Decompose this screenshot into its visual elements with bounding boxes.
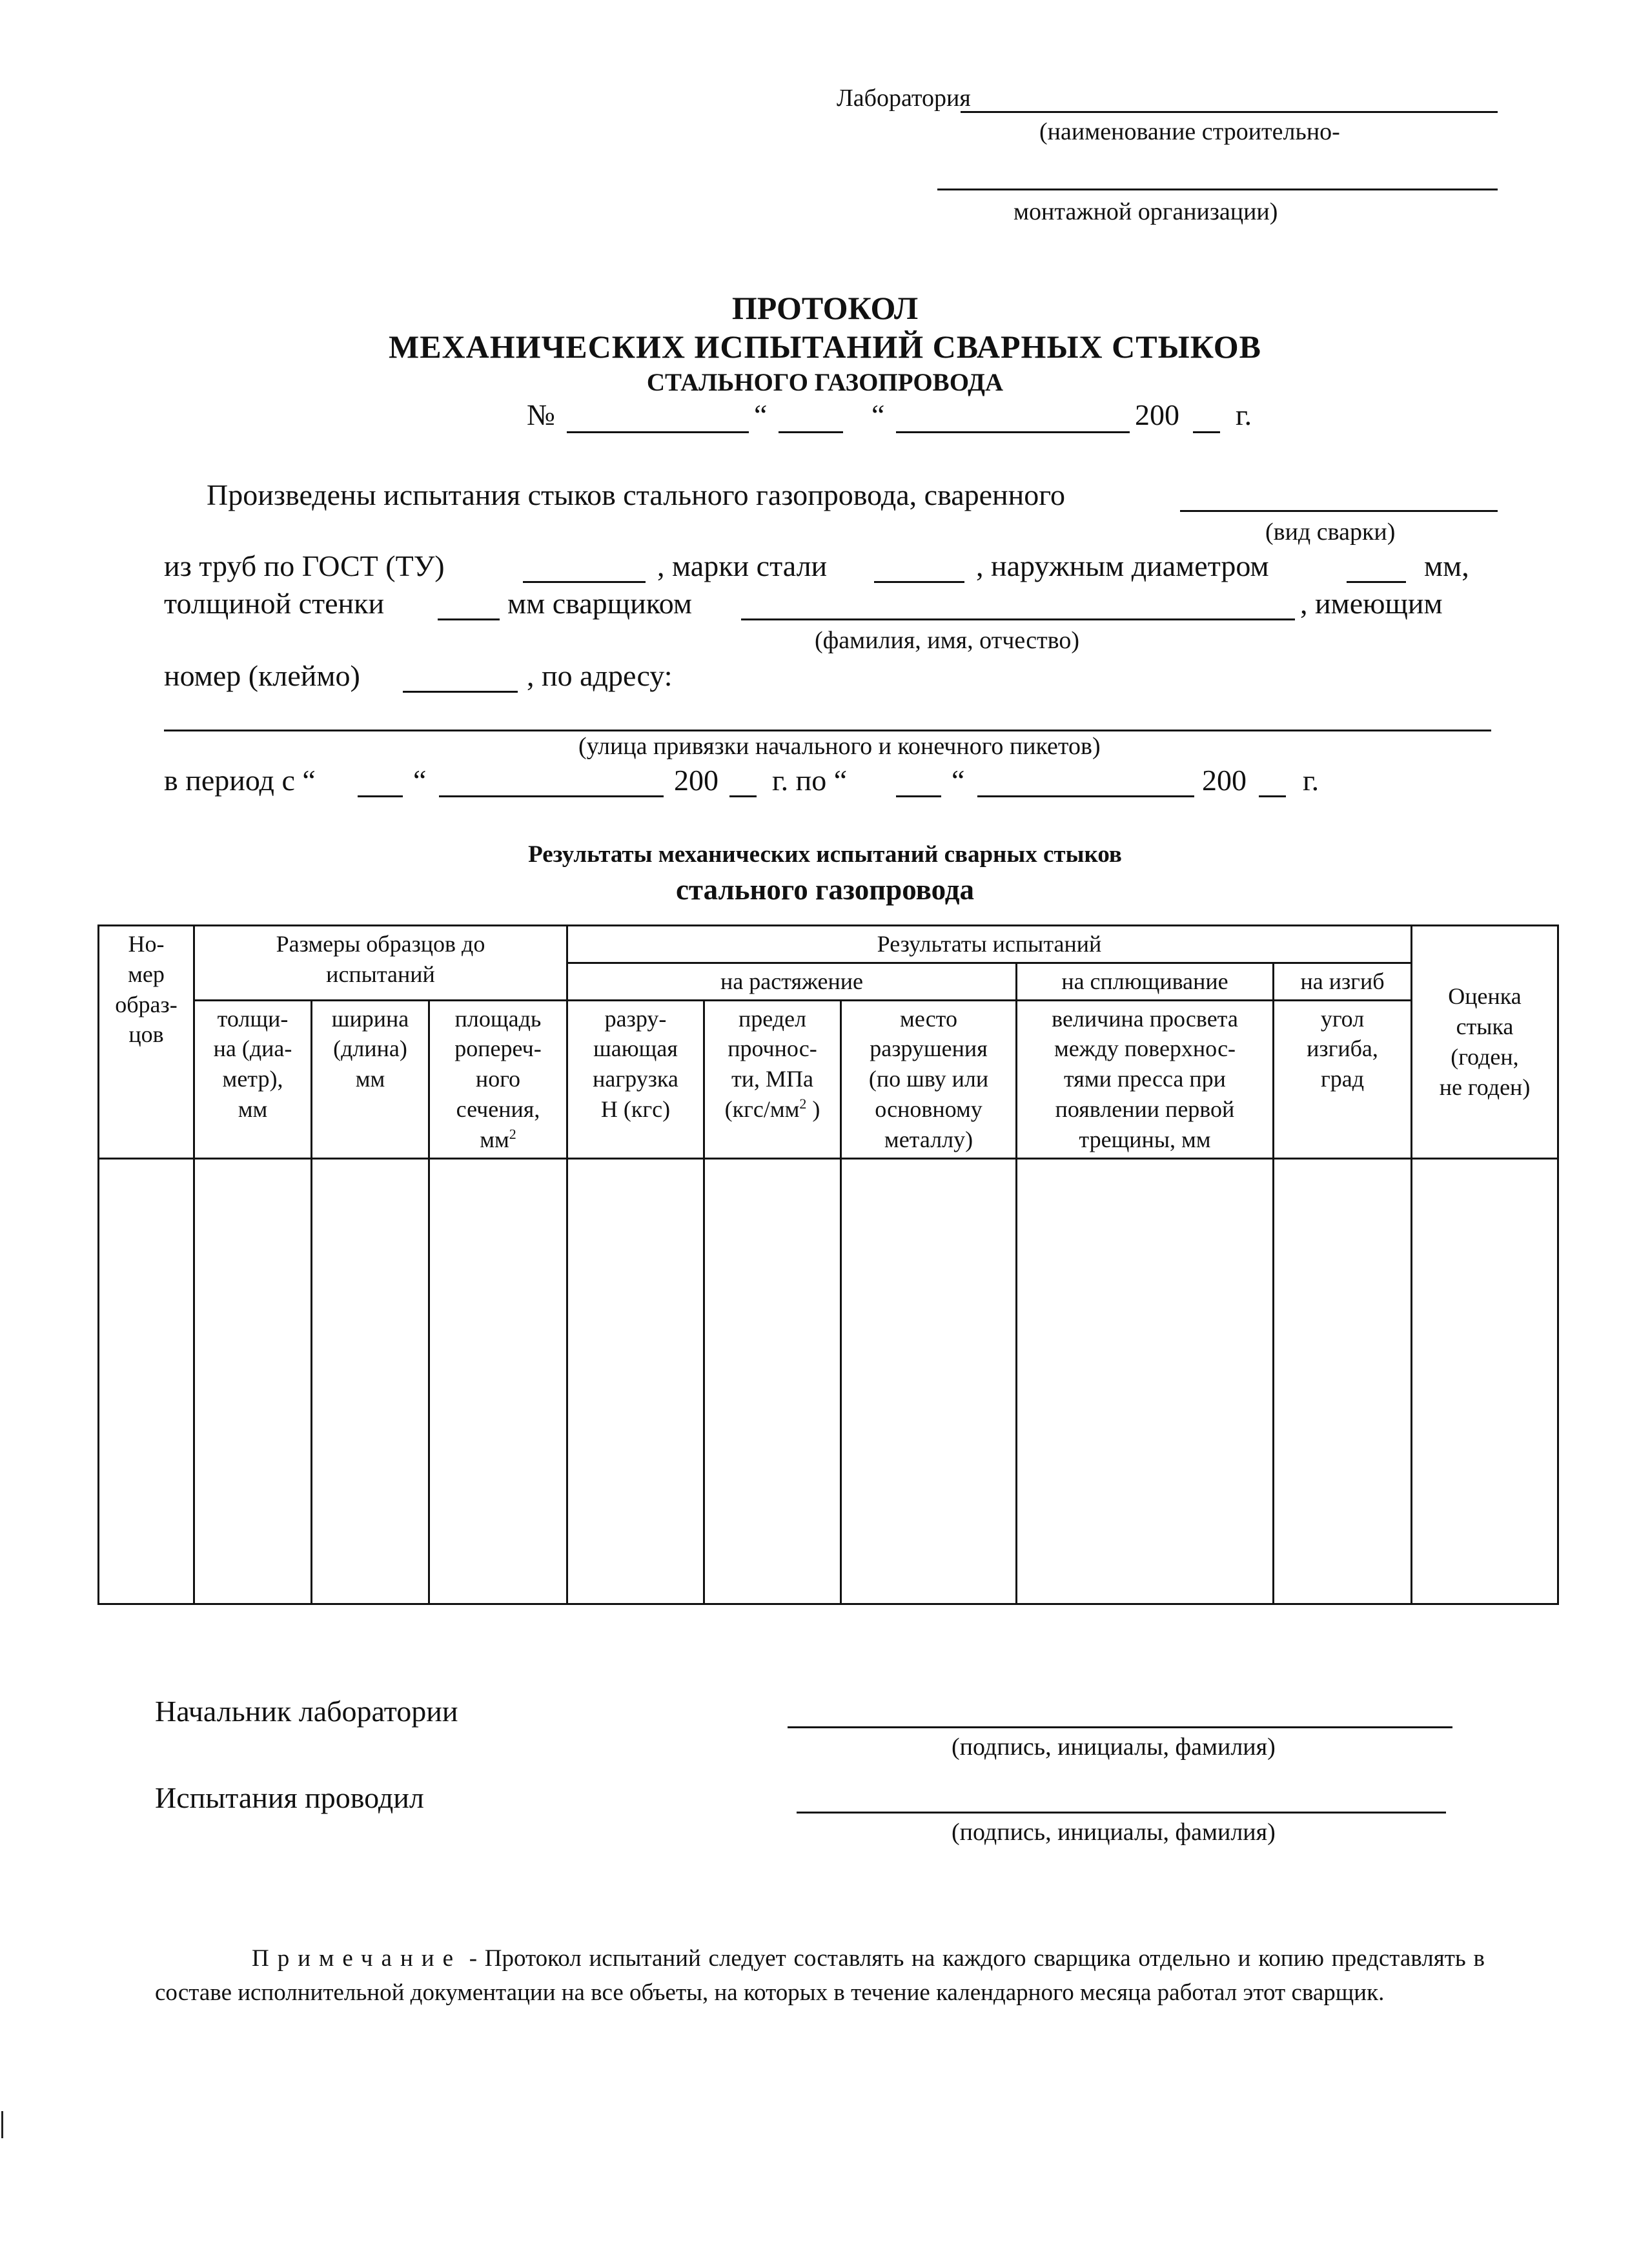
header-strength-text: предел прочнос- ти, МПа (кгс/мм [724,1005,817,1122]
tester-label: Испытания проводил [155,1781,424,1814]
note [155,1942,1485,2010]
header-group-results: Результаты испытаний [567,926,1412,963]
header-load: разру- шающая нагрузка Н (кгс) [567,1000,704,1158]
header-location: место разрушения (по шву или основному металлу) [841,1000,1017,1158]
cell-location[interactable] [841,1158,1017,1604]
steel-grade-field[interactable] [874,581,964,583]
gost-label: из труб по ГОСТ (ТУ) [164,549,445,582]
cell-width[interactable] [312,1158,429,1604]
period-to-year-prefix: 200 [1202,764,1247,797]
title-protocol: ПРОТОКОЛ [731,290,919,326]
period-from-day-field[interactable] [358,795,403,797]
period-from-label: в период с “ [164,764,316,797]
cell-gap[interactable] [1017,1158,1274,1604]
period-from-quote: “ [413,764,427,797]
header-tension: на растяжение [567,963,1017,1000]
period-from-year-field[interactable] [729,795,757,797]
welder-name-field[interactable] [741,618,1295,620]
header-strength [704,1000,841,1158]
diameter-label: , наружным диаметром [976,549,1269,582]
protocol-day-field[interactable] [779,431,843,433]
address-label: , по адресу: [527,659,673,692]
cell-load[interactable] [567,1158,704,1604]
wall-thickness-label: толщиной стенки [164,587,385,620]
lab-label: Лаборатория [837,85,971,112]
chief-signature-field[interactable] [788,1726,1452,1728]
table-row [99,1158,1558,1604]
cell-strength[interactable] [704,1158,841,1604]
gost-field[interactable] [523,581,646,583]
title-main: МЕХАНИЧЕСКИХ ИСПЫТАНИЙ СВАРНЫХ СТЫКОВ [389,329,1261,365]
period-to-quote: “ [952,764,965,797]
diameter-unit: мм, [1424,549,1469,582]
tester-signature-field[interactable] [797,1812,1446,1813]
header-group-sizes: Размеры образцов до испытаний [194,926,567,1001]
protocol-year-field[interactable] [1193,431,1220,433]
period-to-year-suffix: г. [1303,764,1319,797]
protocol-year-suffix: г. [1236,398,1252,431]
results-subheading: стального газопровода [675,873,975,906]
cell-thickness[interactable] [194,1158,312,1604]
lab-name-line[interactable] [961,111,1498,113]
header-width: ширина (длина) мм [312,1000,429,1158]
stamp-field[interactable] [403,691,518,693]
hint-full-name: (фамилия, имя, отчество) [815,627,1080,654]
table-header-row-3 [99,1000,1558,1158]
period-to-year-field[interactable] [1259,795,1286,797]
protocol-month-field[interactable] [896,431,1130,433]
header-bend: на изгиб [1274,963,1412,1000]
having-label: , имеющим [1300,587,1443,620]
period-to-day-field[interactable] [896,795,941,797]
cell-angle[interactable] [1274,1158,1412,1604]
title-sub: СТАЛЬНОГО ГАЗОПРОВОДА [646,369,1004,396]
cell-area[interactable] [429,1158,567,1604]
results-heading: Результаты механических испытаний сварных стыков [528,841,1122,868]
steel-grade-label: , марки стали [657,549,828,582]
results-table [97,925,1559,1605]
welder-label: мм сварщиком [507,587,692,620]
address-field[interactable] [164,730,1491,731]
table-header-row-1 [99,926,1558,963]
chief-signature-hint: (подпись, инициалы, фамилия) [952,1733,1276,1761]
hint-weld-type: (вид сварки) [1265,518,1396,546]
number-sign: № [527,398,555,431]
header-strength-sup: 2 [799,1095,807,1112]
protocol-year-prefix: 200 [1135,398,1179,431]
header-area-text: площадь pопереч- ного сечения, мм [454,1005,542,1152]
scan-mark [1,2111,3,2138]
wall-thickness-field[interactable] [438,618,500,620]
lab-hint-2: монтажной организации) [1013,198,1278,225]
period-from-month-field[interactable] [439,795,664,797]
weld-type-field[interactable] [1180,510,1498,512]
note-label: Примечание [252,1945,462,1972]
quote-open: “ [754,398,768,431]
chief-label: Начальник лаборатории [155,1695,458,1728]
header-strength-close: ) [806,1096,820,1122]
header-area [429,1000,567,1158]
period-to-label: г. по “ [772,764,848,797]
stamp-label: номер (клеймо) [164,659,360,692]
body-intro: Произведены испытания стыков стального газопровода, сваренного [207,478,1066,511]
header-flatten: на сплющивание [1017,963,1274,1000]
header-grade: Оценка стыка (годен, не годен) [1412,926,1558,1159]
header-area-sup: 2 [509,1125,516,1142]
note-text: - Протокол испытаний следует составлять на каждого сварщика отдельно и копию представлять в составе исполнительной документации на все объеты, на которых в течение календарного месяца работал этот сварщик. [155,1945,1485,2006]
cell-sample-number[interactable] [99,1158,194,1604]
diameter-field[interactable] [1347,581,1406,583]
hint-street: (улица привязки начального и конечного пикетов) [578,733,1101,760]
tester-signature-hint: (подпись, инициалы, фамилия) [952,1819,1276,1846]
quote-close: “ [871,398,885,431]
period-from-year-prefix: 200 [674,764,718,797]
lab-hint-1: (наименование строительно- [1039,118,1340,145]
lab-name-line-2[interactable] [937,189,1498,190]
period-to-month-field[interactable] [977,795,1194,797]
protocol-number-field[interactable] [567,431,749,433]
header-gap: величина просвета между поверхнос- тями пресса при появлении первой трещины, мм [1017,1000,1274,1158]
cell-grade[interactable] [1412,1158,1558,1604]
header-sample-number: Но- мер образ- цов [99,926,194,1159]
header-thickness: толщи- на (диа- метр), мм [194,1000,312,1158]
header-angle: угол изгиба, град [1274,1000,1412,1158]
